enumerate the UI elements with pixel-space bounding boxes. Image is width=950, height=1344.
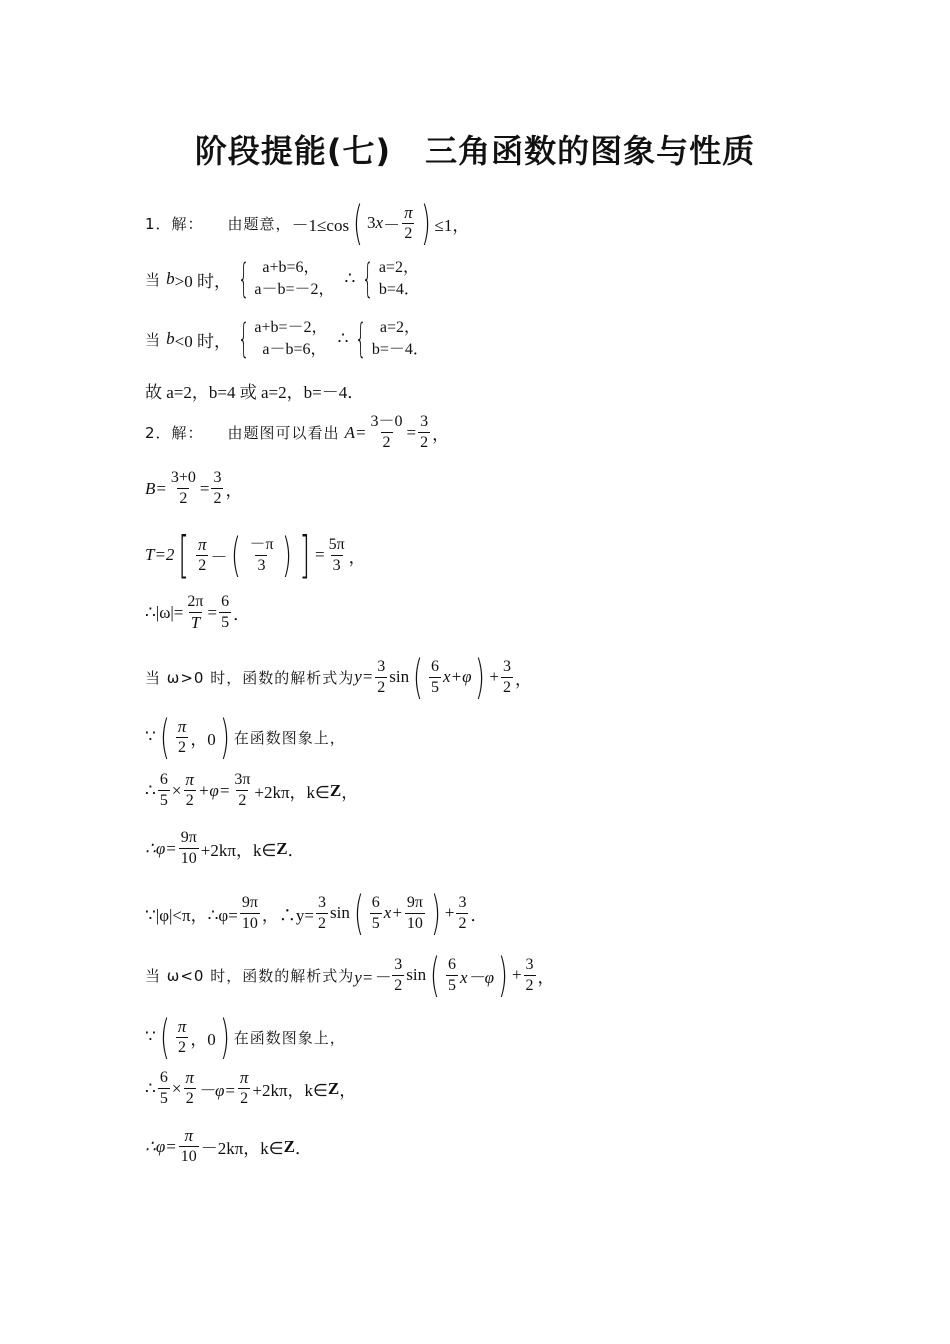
title-topic: 三角函数的图象与性质	[425, 132, 756, 170]
q2-positive-equation: ∴ $\frac{6}{5}$ × $\frac{\pi}{2}$ +φ= $\frac{3\pi}{2}$ +2kπ，k∈ Z ，	[145, 770, 359, 809]
title-section: 阶段提能(七)	[194, 132, 392, 170]
q2-label: 2．解：	[145, 424, 204, 442]
q2-positive-result: ∵|φ|<π，∴φ= $\frac{9\pi}{10}$ ，∴y= $\frac{3}{2}$ sin ( $\frac{6}{5}$ x+ $\frac{9\pi}{10}$ ) + $\frac{3}{2}$ ．	[145, 886, 488, 940]
q1-case-negative: 当 b <0 时， { a+b=－2， a－b=6， ∴ { a=2， b=－4．	[145, 316, 429, 362]
q2-line-omega: ∴|ω|= $\frac{2\pi}{T}$ = $\frac{6}{5}$ ．	[145, 593, 251, 632]
q2-positive-case: 当 ω>0 时，函数的解析式为 y= $\frac{3}{2}$ sin ( $\frac{6}{5}$ x+φ ) + $\frac{3}{2}$ ，	[145, 650, 533, 704]
q1-case-positive: 当 b >0 时， { a+b=6， a－b=－2， ∴ { a=2， b=4．	[145, 256, 420, 302]
q1-conclusion: 故 a=2，b=4 或 a=2，b=－4．	[145, 383, 365, 402]
q2-negative-equation: ∴ $\frac{6}{5}$ × $\frac{\pi}{2}$ －φ= $\frac{\pi}{2}$ +2kπ，k∈ Z ，	[145, 1068, 357, 1107]
q1-solution-negative: { a=2， b=－4．	[355, 316, 429, 362]
q2-line-offset: B= $\frac{3+0}{2}$ = $\frac{3}{2}$ ，	[145, 469, 243, 507]
q2-negative-case: 当 ω<0 时，函数的解析式为 y=－ $\frac{3}{2}$ sin ( $\frac{6}{5}$ x－φ ) + $\frac{3}{2}$ ，	[145, 948, 555, 1002]
q1-solution-positive: { a=2， b=4．	[362, 256, 420, 302]
q2-point-2: ∵ ( $\frac{\pi}{2}$ ，0 ) 在函数图象上，	[145, 1010, 346, 1064]
q2-negative-phi: ∴φ= $\frac{\pi}{10}$ －2kπ，k∈ Z ．	[145, 1126, 312, 1165]
q1-system-positive: { a+b=6， a－b=－2，	[237, 256, 335, 302]
q1-fraction: $\frac{\pi}{2}$	[404, 202, 413, 242]
q2-positive-phi: ∴φ= $\frac{9\pi}{10}$ +2kπ，k∈ Z ．	[145, 829, 305, 867]
q2-line-amplitude: 2．解： 由题图可以看出 A= $\frac{3-0}{2}$ = $\frac{3}{2}$ ，	[145, 413, 450, 451]
q1-ineq-right: ≤1，	[434, 215, 470, 235]
q2-line-period: T=2 [ $\frac{\pi}{2}$ － ( $\frac{-\pi}{3}$ ) ] = $\frac{5\pi}{3}$ ，	[145, 526, 366, 584]
q1-paren: ( 3 x － $\frac{\pi}{2}$ )	[353, 196, 431, 250]
q1-ineq-left: －1≤cos	[291, 215, 350, 235]
q1-system-negative: { a+b=－2， a－b=6，	[237, 316, 328, 362]
q1-intro: 由题意，	[227, 214, 292, 233]
q1-line-1	[145, 196, 469, 250]
page-title	[0, 126, 950, 172]
q1-label: 1．解：	[145, 214, 204, 233]
q2-point-1: ∵ ( $\frac{\pi}{2}$ ，0 ) 在函数图象上，	[145, 710, 346, 764]
